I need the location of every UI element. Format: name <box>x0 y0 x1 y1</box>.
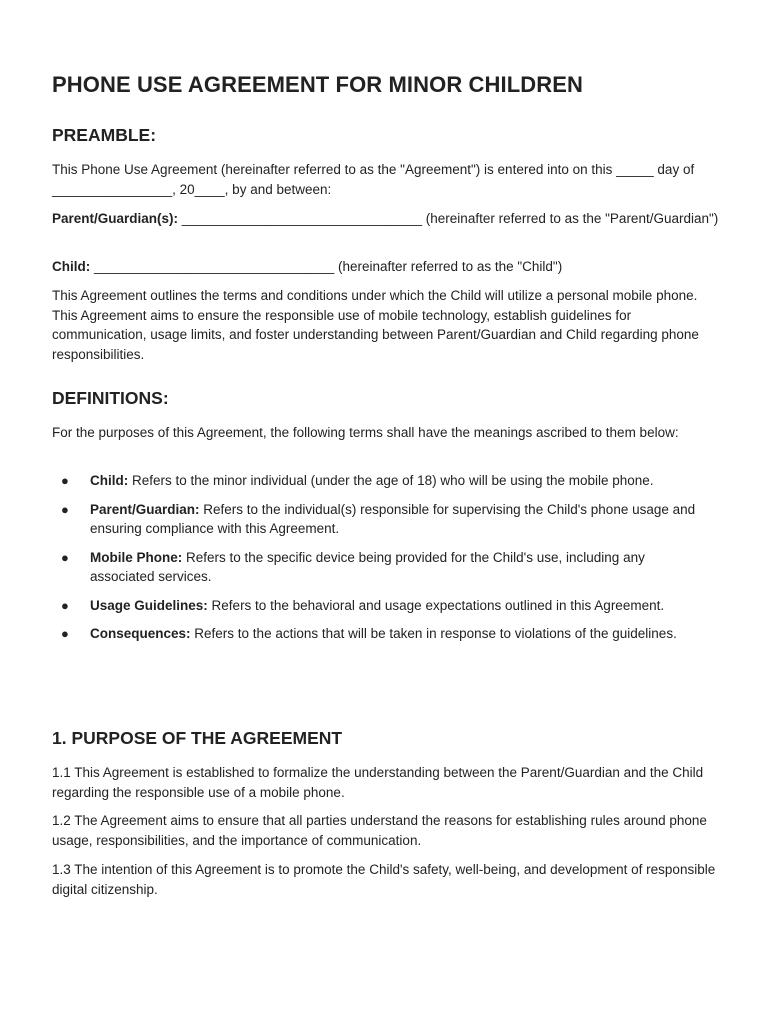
bullet-icon: ● <box>61 501 69 517</box>
list-item <box>52 596 710 616</box>
purpose-clause-1-2: 1.2 The Agreement aims to ensure that all parties understand the reasons for establishing rules around phone usage, responsibilities, and the importance of communication. <box>52 813 707 848</box>
preamble-intro-block <box>52 160 720 199</box>
definitions-section <box>52 388 720 409</box>
preamble-heading: PREAMBLE: <box>52 125 157 145</box>
purpose-1-3-block <box>52 860 720 899</box>
bullet-icon: ● <box>61 473 69 488</box>
definitions-intro: For the purposes of this Agreement, the following terms shall have the meanings ascribed to them below: <box>52 425 679 440</box>
parent-guardian-label: Parent/Guardian(s): <box>52 211 179 226</box>
definition-text: Refers to the minor individual (under the age of 18) who will be using the mobile phone. <box>128 473 654 488</box>
definition-term: Parent/Guardian: <box>90 501 200 517</box>
definition-text: Refers to the specific device being provided for the Child's use, including any associated services. <box>90 549 645 584</box>
child-line <box>52 257 720 277</box>
preamble-intro: This Phone Use Agreement (hereinafter referred to as the "Agreement") is entered into on this _____ day of ________________, 20____, by and between: <box>52 162 695 197</box>
definition-term: Child: <box>90 473 129 488</box>
child-text: ________________________________ (hereinafter referred to as the "Child") <box>90 259 563 274</box>
preamble-section <box>52 125 720 146</box>
definition-text: Refers to the actions that will be taken in response to violations of the guidelines. <box>190 626 677 641</box>
child-label: Child: <box>52 259 91 274</box>
definitions-heading: DEFINITIONS: <box>52 388 169 408</box>
purpose-1-2-block <box>52 811 720 850</box>
definition-term: Mobile Phone: <box>90 549 183 565</box>
definitions-list <box>52 471 720 644</box>
bullet-icon: ● <box>61 597 69 613</box>
bullet-icon: ● <box>61 626 69 641</box>
bullet-icon: ● <box>61 549 69 565</box>
parent-guardian-line <box>52 209 720 229</box>
definitions-intro-block <box>52 423 720 443</box>
definition-term: Usage Guidelines: <box>90 597 208 613</box>
child-paragraph <box>52 257 720 277</box>
list-item <box>52 500 710 539</box>
preamble-outline: This Agreement outlines the terms and conditions under which the Child will utilize a personal mobile phone. This Agreement aims to ensure the responsible use of mobile technology, establish guidelines for communication, usage limits, and foster understanding between Parent/Guardian and Child regarding phone responsibilities. <box>52 288 699 362</box>
purpose-heading: 1. PURPOSE OF THE AGREEMENT <box>52 728 343 748</box>
purpose-1-1-block <box>52 763 720 802</box>
list-item <box>52 548 710 587</box>
purpose-clause-1-3: 1.3 The intention of this Agreement is to promote the Child's safety, well-being, and development of responsible digital citizenship. <box>52 862 716 897</box>
definition-term: Consequences: <box>90 626 191 641</box>
purpose-section <box>52 728 720 749</box>
definition-text: Refers to the individual(s) responsible for supervising the Child's phone usage and ensuring compliance with this Agreement. <box>90 501 696 536</box>
purpose-clause-1-1: 1.1 This Agreement is established to formalize the understanding between the Parent/Guardian and the Child regarding the responsible use of a mobile phone. <box>52 765 704 800</box>
definition-text: Refers to the behavioral and usage expectations outlined in this Agreement. <box>207 597 665 613</box>
preamble-outline-block <box>52 286 720 364</box>
parent-guardian-text: ________________________________ (hereinafter referred to as the "Parent/Guardian") <box>178 211 719 226</box>
parent-guardian-paragraph <box>52 209 720 229</box>
definitions-list-block <box>52 471 720 653</box>
document-title: PHONE USE AGREEMENT FOR MINOR CHILDREN <box>52 72 584 97</box>
list-item <box>52 471 710 491</box>
list-item <box>52 624 710 644</box>
